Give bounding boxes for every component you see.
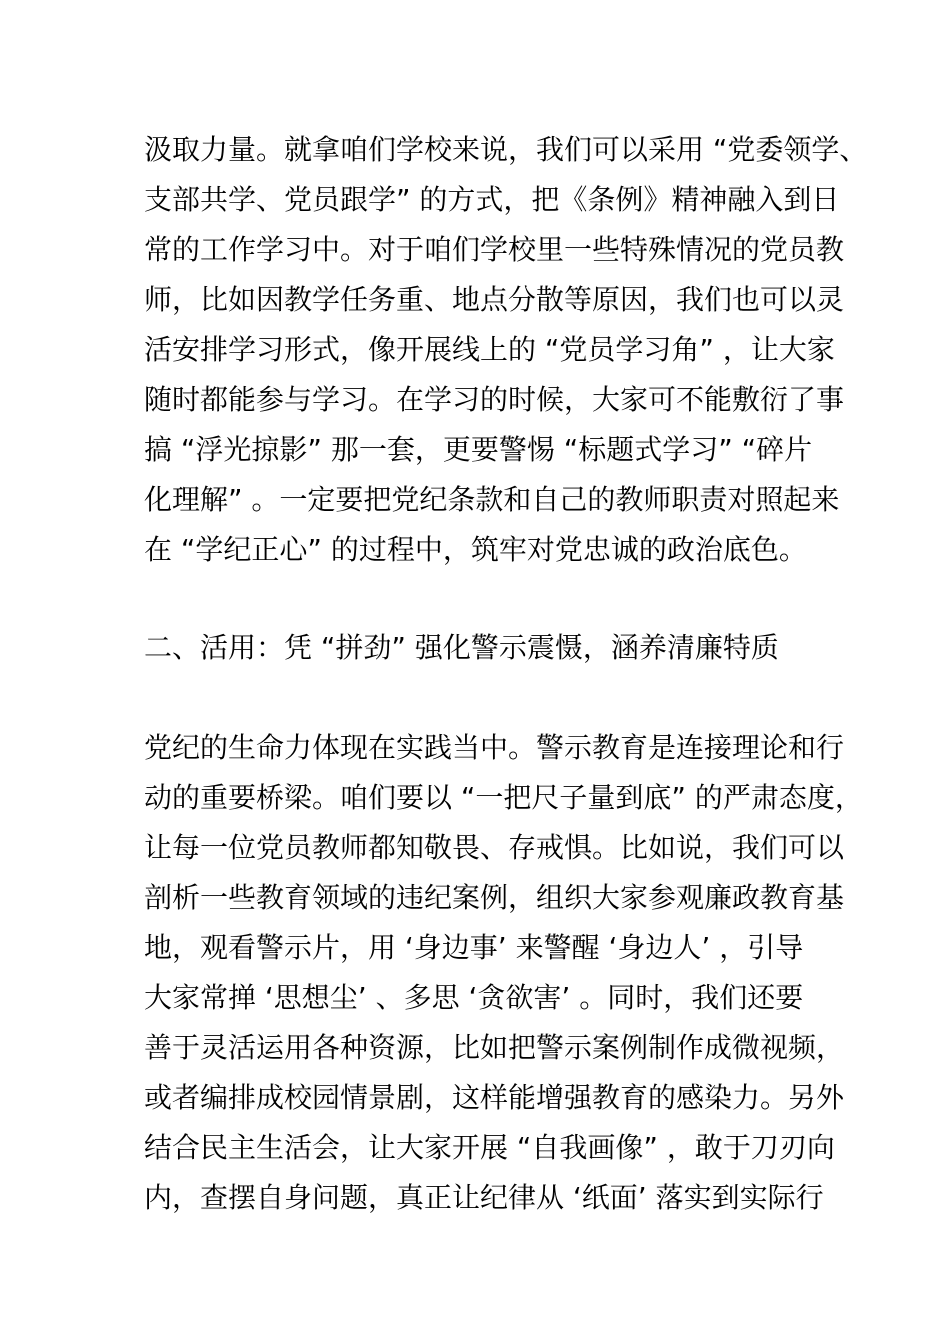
paragraph-2 — [144, 723, 863, 1223]
text-line: 化理解” 。一定要把党纪条款和自己的教师职责对照起来 — [144, 483, 840, 516]
text-line: 大家常掸 ‘思想尘’ 、多思 ‘贪欲害’ 。同时，我们还要 — [144, 981, 804, 1014]
text-line: 善于灵活运用各种资源，比如把警示案例制作成微视频， — [144, 1031, 845, 1064]
text-line: 地，观看警示片，用 ‘身边事’ 来警醒 ‘身边人’ ，引导 — [144, 931, 804, 964]
text-line: 活安排学习形式，像开展线上的 “党员学习角” ，让大家 — [144, 333, 835, 366]
text-line: 或者编排成校园情景剧，这样能增强教育的感染力。另外 — [144, 1081, 845, 1114]
heading-text: 二、活用：凭 “拼劲” 强化警示震慑，涵养清廉特质 — [144, 631, 779, 664]
text-line: 常的工作学习中。对于咱们学校里一些特殊情况的党员教 — [144, 233, 845, 266]
section-heading — [144, 623, 824, 673]
text-line: 汲取力量。就拿咱们学校来说，我们可以采用 “党委领学、 — [144, 133, 868, 166]
text-line: 动的重要桥梁。咱们要以 “一把尺子量到底” 的严肃态度， — [144, 781, 863, 814]
text-line: 让每一位党员教师都知敬畏、存戒惧。比如说，我们可以 — [144, 831, 845, 864]
text-line: 结合民主生活会，让大家开展 “自我画像” ，敢于刀刃向 — [144, 1131, 835, 1164]
text-line: 支部共学、党员跟学” 的方式，把《条例》精神融入到日 — [144, 183, 840, 216]
text-line: 随时都能参与学习。在学习的时候，大家可不能敷衍了事 — [144, 383, 845, 416]
text-line: 党纪的生命力体现在实践当中。警示教育是连接理论和行 — [144, 731, 845, 764]
text-line: 内，查摆自身问题，真正让纪律从 ‘纸面’ 落实到实际行 — [144, 1181, 824, 1214]
text-line: 搞 “浮光掠影” 那一套，更要警惕 “标题式学习” “碎片 — [144, 433, 813, 466]
text-line: 在 “学纪正心” 的过程中，筑牢对党忠诚的政治底色。 — [144, 533, 807, 566]
text-line: 师，比如因教学任务重、地点分散等原因，我们也可以灵 — [144, 283, 845, 316]
paragraph-1 — [144, 125, 868, 575]
text-line: 剖析一些教育领域的违纪案例，组织大家参观廉政教育基 — [144, 881, 845, 914]
